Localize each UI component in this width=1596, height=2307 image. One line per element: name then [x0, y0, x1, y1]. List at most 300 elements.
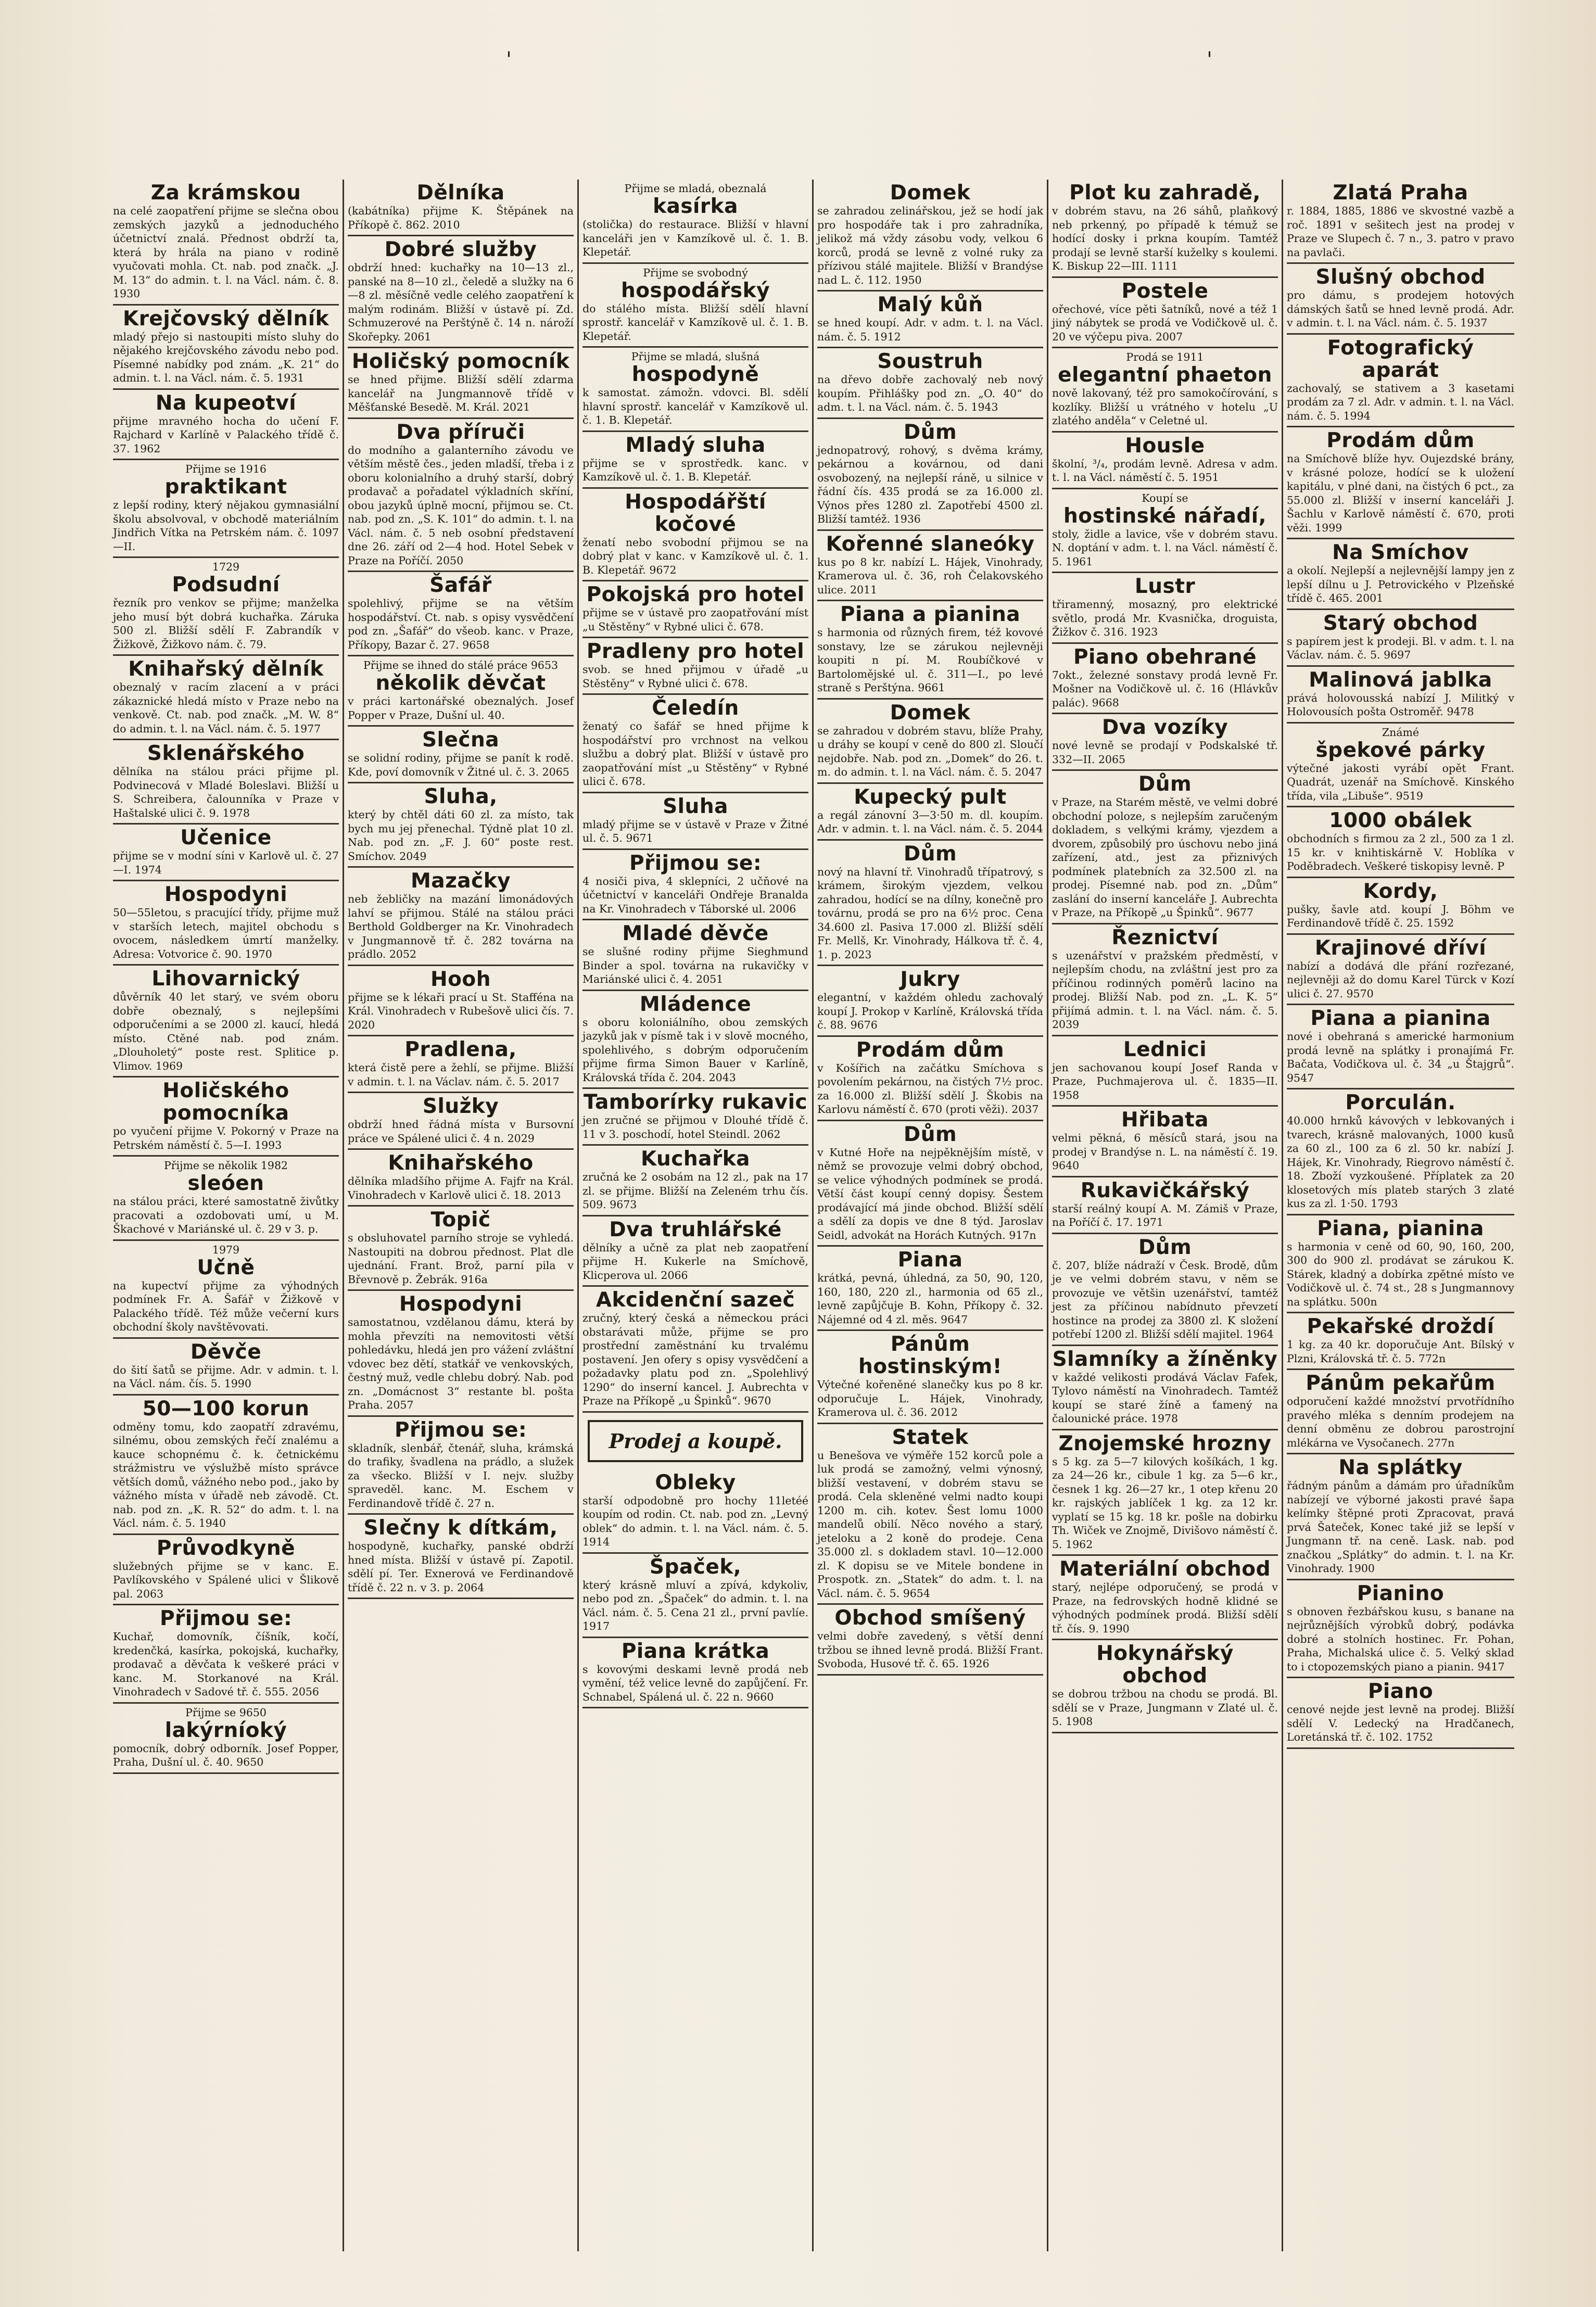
classified-ad: [582, 489, 808, 582]
classified-ad: [1287, 1678, 1514, 1749]
classified-ad: [348, 727, 574, 783]
ad-body: třiramenný, mosazný, pro elektrické světlo, prodá Mr. Kvasnička, droguista, Žižkov č. 316. 1923: [1052, 598, 1278, 638]
ad-title: Malinová jablka: [1309, 668, 1492, 692]
ad-body: zručná ke 2 osobám na 12 zl., pak na 17 zl. se přijme. Bližší na Zeleném trhu čís. 509. 9673: [582, 1171, 808, 1211]
ad-title: Pianino: [1357, 1581, 1445, 1605]
ad-preamble: Přijme se ihned do stálé práce 9653: [363, 659, 559, 671]
ad-title: Slečna: [422, 728, 500, 752]
classified-ad: [1052, 348, 1278, 433]
ad-body: pušky, šavle atd. koupí J. Böhm ve Ferdinandově třídě č. 25. 1592: [1287, 903, 1514, 929]
ad-preamble: Koupí se: [1142, 491, 1188, 504]
ad-title: Průvodkyně: [156, 1536, 296, 1560]
ad-body: svob. se hned přijmou v úřadě „u Stěstěny“ v Rybné ulici č. 678.: [582, 663, 808, 690]
classified-ad: [582, 180, 808, 264]
ad-title: Kořenné slaneóky: [826, 532, 1035, 556]
classified-ad: [1052, 1556, 1278, 1640]
ad-title: Slečny k dítkám,: [363, 1516, 558, 1540]
ad-title: sleóen: [187, 1172, 264, 1195]
classified-ad: [113, 1535, 339, 1606]
ad-body: s papírem jest k prodeji. Bl. v adm. t. l. na Václav. nám. č. 5. 9697: [1287, 635, 1514, 661]
classified-ad: [348, 1207, 574, 1291]
classified-ad: [582, 850, 808, 921]
ad-body: obdrží hned řádná místa v Bursovní práce ve Spálené ulici č. 4 n. 2029: [348, 1118, 574, 1145]
ad-title: Mladé děvče: [622, 922, 769, 945]
ad-body: odporučení každé množství prvotřídního pravého mléka s denním prodejem na denní obměnu ze dobrou parostrojní mlékárna ve Vysočanech. 277n: [1287, 1395, 1514, 1449]
ad-body: s oboru koloniálního, obou zemských jazyků jak v písmě tak i v slově mocného, spolehlivého, s dobrým odporučením přijme firma Simon Bauer v Karlíně, Královská třída č. 204. 2043: [582, 1016, 808, 1084]
ad-body: v každé velikosti prodává Václav Fafek, Tylovo náměstí na Vinohradech. Tamtéž koupí se staré žíně a ťamený na čalounické práce. 1978: [1052, 1371, 1278, 1425]
ad-title: Mládence: [639, 992, 752, 1016]
classified-ad: [113, 306, 339, 390]
classified-ad: [1052, 489, 1278, 574]
ad-title: Čeledín: [652, 696, 739, 720]
ad-body: mladý přijme se v ústavě v Praze v Žitné ul. č. 5. 9671: [582, 818, 808, 844]
ad-title: Knihařský dělník: [128, 657, 324, 681]
ad-title: Služky: [422, 1095, 499, 1118]
classified-ad: [817, 700, 1043, 784]
ad-title: Na kupeotví: [155, 391, 297, 415]
classified-ad: [1052, 573, 1278, 644]
ad-title: Dům: [903, 420, 957, 444]
ad-body: č. 207, blíže nádraží v Česk. Brodě, dům je ve velmi dobrém stavu, v něm se provozuje ve většin uzenářství, tamtéž jest za příčinou nabídnuto převzetí hostince na prodej za 3800 zl. K složení potřebí 1200 zl. Bližší sdělí majitel. 1964: [1052, 1259, 1278, 1340]
ad-title: Mazačky: [410, 869, 511, 893]
ad-body: dělníka na stálou práci přijme pl. Podvinecová v Mladé Boleslavi. Bližší u S. Schreibera, čalounníka v Praze v Haštalské ulici č. 9. 1978: [113, 765, 339, 819]
classified-ad: [1052, 644, 1278, 715]
classified-ad: [1287, 1454, 1514, 1580]
ad-body: obdrží hned: kuchařky na 10—13 zl., panské na 8—10 zl., čeledě a služky na 6—8 zl. měsíčně vedle celého zaopatření k malým rodinám. Bližší v ústavě pí. Zd. Schmuzerové na Perštýně č. 14 n. nároží Skořepky. 2061: [348, 261, 574, 343]
classified-ad: [582, 695, 808, 793]
classified-ad: [348, 1417, 574, 1515]
ad-body: stoly, židle a lavice, vše v dobrém stavu. N. doptání v adm. t. l. na Václ. náměstí č. 5. 1961: [1052, 527, 1278, 568]
ad-body: ženatý co šafář se hned přijme k hospodářství pro vrchnost na velkou službu a dobrý plat. Bližší v ústavě pro zaopatřování míst „u Stěstěny“ v Rybné ulici č. 678.: [582, 720, 808, 788]
classified-ad: [817, 601, 1043, 700]
classified-ad: [1052, 1107, 1278, 1177]
classified-ad: [1287, 807, 1514, 878]
ad-title: Přijmou se:: [629, 851, 762, 875]
classified-ad: [1287, 1580, 1514, 1679]
ad-title: Piana a pianina: [1310, 1007, 1491, 1030]
ad-body: jen zručné se přijmou v Dlouhé třídě č. 11 v 3. poschodí, hotel Steindl. 2062: [582, 1114, 808, 1140]
classified-ad: [113, 390, 339, 461]
ad-body: velmi dobře zavedený, s větší denní tržbou se ihned levně prodá. Bližší Frant. Svoboda, Husové tř. č. 65. 1926: [817, 1630, 1043, 1670]
ad-body: Kuchař, domovník, číšník, kočí, kredenčká, kasírka, pokojská, kuchařky, prodavač a děvčata k veškeré práci v kanc. M. Storkanové na Král. Vinohradech v Sadové tř. č. 555. 2056: [113, 1630, 339, 1698]
ad-title: Domek: [890, 181, 971, 205]
ad-body: krátká, pevná, úhledná, za 50, 90, 120, 160, 180, 220 zl., harmonia od 65 zl., levně zapůjčuje B. Kohn, Příkopy č. 32. Nájemné od 4 zl. měs. 9647: [817, 1272, 1043, 1326]
ad-title: špekové párky: [1315, 738, 1486, 762]
classified-ad: [1287, 935, 1514, 1006]
classified-ad: [348, 180, 574, 236]
ad-body: do šití šatů se přijme. Adr. v admin. t. l. na Václ. nám. čís. 5. 1990: [113, 1363, 339, 1390]
classified-ad: [1052, 1640, 1278, 1733]
classified-ad: [1287, 610, 1514, 667]
classified-ad: [348, 236, 574, 348]
ad-title: Soustruh: [877, 350, 983, 373]
classified-ad: [582, 1146, 808, 1216]
ad-title: Lihovarnický: [151, 967, 300, 991]
ad-title: Řeznictví: [1111, 926, 1219, 949]
ad-title: Hooh: [430, 967, 491, 991]
ad-body: na Smíchově blíže hyv. Oujezdské brány, v krásné poloze, hodící se k uložení kapitálu, v plné dani, na čistých 6 pct., za 55.000 zl. Bližší v inserní kanceláři J. Šachlu v Karlově náměstí č. 670, proti věži. 1999: [1287, 452, 1514, 534]
classified-ad: [817, 180, 1043, 291]
ad-title: Dům: [903, 842, 957, 866]
ad-title: Krajinové dříví: [1314, 936, 1487, 960]
ad-body: služebných přijme se v kanc. E. Pavlíkovského v Spálené ulici v Šlikově pal. 2063: [113, 1560, 339, 1600]
ad-body: na kupectví přijme za výhodných podmínek Fr. A. Šafář v Žižkově v Palackého třídě. Též může večerní kurs obchodní školy navštěvovati.: [113, 1279, 339, 1333]
ad-title: Přijmou se:: [159, 1607, 293, 1630]
ad-body: který krásně mluví a zpívá, kdykoliv, nebo pod zn. „Špaček“ do admin. t. l. na Václ. nám. č. 5. Cena 21 zl., první pavlíe. 1917: [582, 1578, 808, 1632]
column-5: [1048, 180, 1283, 2251]
classified-ad: [1287, 724, 1514, 808]
ad-title: Lednici: [1123, 1037, 1207, 1061]
classified-ad: [113, 1339, 339, 1396]
ad-body: s harmonia v ceně od 60, 90, 160, 200, 300 do 900 zl. prodávat se zárukou K. Stárek, kladný a dobírka zpětné místo ve Vodičkově ul. č. 74 st., 28 s Jungmannovy na splátku. 500n: [1287, 1240, 1514, 1308]
ad-title: Zlatá Praha: [1333, 181, 1468, 205]
ad-title: Sluha: [663, 794, 728, 818]
ad-body: se slušné rodiny přijme Sieghmund Binder a spol. továrna na rukavičky v Mariánské ulici č. 4. 2051: [582, 945, 808, 985]
ad-body: na dřevo dobře zachovalý neb nový koupím. Přihlášky pod zn. „O. 40“ do adm. t. l. na Václ. nám. č. 5. 1943: [817, 373, 1043, 413]
classified-ad: [1287, 878, 1514, 935]
column-6: [1283, 180, 1518, 2251]
classified-ad: [1052, 1234, 1278, 1346]
page-mark-right: ': [1207, 48, 1212, 72]
classified-ad: [1287, 539, 1514, 610]
ad-body: školní, ³/₄, prodám levně. Adresa v adm. t. l. na Václ. náměstí č. 5. 1951: [1052, 457, 1278, 484]
ad-body: výtečné jakosti vyrábí opět Frant. Quadrát, uzenář na Smíchově. Kinského třída, vila „Libuše“. 9519: [1287, 762, 1514, 802]
ad-title: Piana a pianina: [840, 603, 1021, 626]
ad-body: u Benešova ve výměře 152 korců pole a luk prodá se zamožný, velmi výnosný, bližší vestavení, v dobrém stavu se prodá. Cela skleněné velmi nadto koupi 1200 m. cih. kotev. Šest lomu 1000 mandelů obilí. Něco nového a starý, jeteloku a 2 koně do prodeje. Cena 35.000 zl. s dokladem stavl. 10—12.000 zl. K dopisu se ve Mitele bondene in Prospotk. zn. „Statek“ do adm. t. l. na Václ. nám. č. 5. 9654: [817, 1449, 1043, 1600]
ad-body: na stálou práci, které samostatně živůtky pracovati a ozdobovati umí, u M. Škachové v Mariánské ul. č. 29 v 3. p.: [113, 1195, 339, 1235]
ad-title: kasírka: [653, 195, 738, 218]
ad-body: přijme mravného hocha do učení F. Rajchard v Karlíně v Palackého třídě č. 37. 1962: [113, 414, 339, 455]
ad-body: jednopatrový, rohový, s dvěma krámy, pekárnou a kovárnou, od dani osvobozený, na nejlepší ráně, u silnice v řádní čís. 435 prodá se za 16.000 zl. Výnos přes 1280 zl. Zapotřebí 4500 zl. Bližší tamtéž. 1936: [817, 443, 1043, 525]
classified-ad: [1287, 1370, 1514, 1454]
classified-ad: [1052, 1177, 1278, 1234]
ad-body: se zahradou zelinářskou, jež se hodí jak pro hospodáře tak i pro zahradníka, jelikož má vždy zásobu vody, velkou 6 korců, prodá se levně z volné ruky za přízivou stálé majitele. Bližší v Brandýse nad L. č. 112. 1950: [817, 205, 1043, 286]
classified-ad: [1287, 335, 1514, 428]
ad-preamble: Přijme se několik 1982: [163, 1159, 288, 1172]
classified-ad: [1052, 771, 1278, 924]
ad-body: (kabátníka) přijme K. Štěpánek na Příkopě č. 862. 2010: [348, 205, 574, 231]
classified-ad: [1287, 264, 1514, 335]
ad-title: Porculán.: [1345, 1091, 1456, 1114]
ad-body: 50—55letou, s pracující třídy, přijme muž v starších letech, majitel obchodu s ovocem, následkem úmrtí manželky. Adresa: Votvorice č. 90. 1970: [113, 906, 339, 960]
ad-body: z lepší rodiny, který nějakou gymnasiální školu absolvoval, v obchodě materiálním Jindřich Vítka na Petrském nám. č. 1097—II.: [113, 499, 339, 553]
ad-body: ženatí nebo svobodní přijmou se na dobrý plat v kanc. v Kamzíkově ul. č. 1. B. Klepetář. 9672: [582, 536, 808, 576]
classified-ad: [582, 581, 808, 638]
classified-ad: [582, 1469, 808, 1554]
classified-ad: [1052, 1346, 1278, 1430]
ad-body: s obsluhovatel parního stroje se vyhledá. Nastoupiti na dobrou přednost. Plat dle ujednání. Frant. Brož, parní pila v Břevnově p. Žebrák. 916a: [348, 1232, 574, 1286]
ad-title: Rukavičkářský: [1080, 1178, 1250, 1202]
ad-title: Topič: [430, 1208, 491, 1232]
classified-ad: [817, 966, 1043, 1037]
ad-title: Housle: [1125, 434, 1205, 458]
ad-title: Statek: [892, 1425, 969, 1449]
classified-ad: [1287, 1089, 1514, 1215]
ad-body: neb žebličky na mazání limonádových lahví se přijmou. Stálé na stálou práci Berthold Goldberger na Kr. Vinohradech v Jungmannově tř. č. 282 továrna na prádlo. 2052: [348, 893, 574, 960]
ad-title: Dobré služby: [384, 238, 537, 261]
page-mark-left: ': [506, 48, 512, 72]
classified-ad: [348, 572, 574, 656]
ad-title: Prodám dům: [856, 1038, 1005, 1062]
ad-title: Dva příruči: [396, 420, 525, 444]
classified-ad: [113, 881, 339, 966]
classified-ad: [1052, 1036, 1278, 1107]
ad-title: 50—100 korun: [142, 1397, 310, 1421]
classified-ad: [817, 531, 1043, 602]
ad-body: do stálého místa. Bližší sdělí hlavní sprostř. kancelář v Kamzíkově ul. č. 1. B. Klepetář.: [582, 302, 808, 343]
ad-body: přijme se k lékaři prací u St. Stafféna na Král. Vinohradech v Rubešově ulici čís. 7. 2020: [348, 991, 574, 1031]
classified-ad: [817, 291, 1043, 348]
column-2: [344, 180, 579, 2251]
ad-title: Postele: [1121, 279, 1209, 303]
ad-body: 7okt., železné sonstavy prodá levně Fr. Mošner na Vodičkově ul. č. 16 (Hlávkův palác). 9668: [1052, 668, 1278, 709]
classified-ad: [582, 1554, 808, 1638]
classified-ad: [348, 656, 574, 727]
classified-ad: [113, 1704, 339, 1774]
ad-title: Dělníka: [416, 181, 505, 205]
ad-title: Pánům hostinským!: [858, 1333, 1003, 1378]
ad-title: Šafář: [429, 574, 492, 597]
ad-title: Holičský pomocník: [351, 350, 570, 373]
ad-body: prává holovousská nabízí J. Militký v Holovousích pošta Ostroměř. 9478: [1287, 691, 1514, 718]
classified-ad: [582, 991, 808, 1089]
ad-preamble: Přijme se svobodný: [643, 266, 748, 279]
ad-body: zachovalý, se stativem a 3 kasetami prodám za 7 zl. Adr. v admin. t. l. na Václ. nám. č. 5. 1994: [1287, 382, 1514, 422]
ad-body: dělníky a učně za plat neb zaopatření přijme H. Kukerle na Smíchově, Klicperova ul. 2066: [582, 1241, 808, 1282]
ad-body: s obnoven řezbářskou kusu, s banane na nejrůznějších výrobků dobrý, podávka dobré a stolních hostinec. Fr. Pohan, Praha, Michalská ulice č. 5. Velký sklad to i ctopozemských piano a pianin. 9417: [1287, 1605, 1514, 1673]
ad-title: hospodářský: [620, 278, 770, 302]
ad-title: Učně: [197, 1256, 255, 1279]
classified-ad: [817, 1037, 1043, 1121]
ad-title: Hospodyni: [399, 1292, 523, 1316]
classified-ad: [582, 264, 808, 348]
ad-body: na celé zaopatření přijme se slečna obou zemských jazyků a jednoduchého účetnictví znalá. Přednost obdrží ta, která by hrála na piano v rodině vyučovati mohla. Ct. nab. pod značk. „J. M. 13“ do admin. t. l. na Václ. nám. č. 8. 1930: [113, 205, 339, 300]
ad-title: Děvče: [190, 1340, 262, 1364]
classified-ad: [817, 1424, 1043, 1605]
ad-body: obchodních s firmou za 2 zl., 500 za 1 zl. 15 kr. v knihtiskárně V. Hoblíka v Poděbradech. Veškeré tiskopisy levně. P: [1287, 832, 1514, 872]
classified-ad: [1052, 924, 1278, 1036]
classified-ad: [1287, 667, 1514, 724]
ad-body: do modního a galanterního závodu ve větším městě čes., jeden mladší, třeba i z oboru kolonialního a druhý starší, dobrý prodavač a pořadatel výkladních skříní, obou jazyků úplně mocní, přijmou se. Ct. nab. pod zn. „S. K. 101“ do admin. t. l. na Václ. nám. č. 5 neb osobní představení dne 26. září od 2—4 hod. Hotel Sebek v Praze na Poříčí. 2050: [348, 443, 574, 567]
ad-title: Dům: [1138, 772, 1192, 796]
ad-title: hostinské nářadí,: [1063, 504, 1266, 528]
column-4: [814, 180, 1048, 2251]
classified-ad: [348, 783, 574, 868]
ad-body: odměny tomu, kdo zaopatří zdravému, silnému, obou zemských řečí znalému a kauce schopnému č. k. četnickému strážmistru ve výslužbě místo správce větších domů, vážného nebo pod., jako by vážného místa v úřadě neb závodě. Ct. nab. pod zn. „K. R. 52“ do adm. t. l. na Václ. nám. č. 5. 1940: [113, 1420, 339, 1529]
ad-body: k samostat. zámožn. vdovci. Bl. sdělí hlavní sprostř. kancelář v Kamzíkově ul. č. 1. B. Klepetář.: [582, 386, 808, 426]
ad-title: Holičského pomocníka: [162, 1079, 289, 1125]
ad-title: Učenice: [180, 826, 272, 850]
ad-body: 4 nosiči piva, 4 sklepníci, 2 učňové na účetnictví v kanceláři Ondřeje Branalda na Kr. Vinohradech v Táborské ul. 2006: [582, 874, 808, 915]
classified-ad: [1052, 180, 1278, 278]
ad-body: 1 kg. za 40 kr. doporučuje Ant. Bílský v Plzni, Královská tř. č. 5. 772n: [1287, 1338, 1514, 1365]
ad-body: r. 1884, 1885, 1886 ve skvostné vazbě a roč. 1891 v sešitech jest na prodej v Praze ve Slupech č. 7 n., 3. patro v pravo na pavlači.: [1287, 205, 1514, 259]
classified-ad: [1052, 433, 1278, 489]
ad-title: Na splátky: [1338, 1456, 1463, 1479]
ad-body: starý, nejlépe odporučený, se prodá v Praze, na fedrovských hodně klidné se výhodných podmínek prodá. Bližší sdělí tř. čís. 9. 1990: [1052, 1581, 1278, 1635]
classified-ad: [113, 558, 339, 656]
ad-body: ořechové, více pěti šatníků, nové a též 1 jiný nábytek se prodá ve Vodičkově ul. č. 20 ve výčepu piva. 2007: [1052, 302, 1278, 343]
ad-title: Dva truhlářské: [609, 1218, 782, 1241]
ad-title: Lustr: [1134, 575, 1196, 598]
ad-body: v Praze, na Starém městě, ve velmi dobré obchodní poloze, s nejlepším zaručeným dokladem, s velkými krámy, vjezdem a dvorem, způsobilý pro úschovu nebo jiná zařízení, atd., jest za přiznivých podmínek platebních za 32.500 zl. na prodej. Písemné nab. pod zn. „Dům“ zaslání do inserní kanceláře J. Aubrechta v Praze, na Příkopě „u Špinků“. 9677: [1052, 796, 1278, 919]
ad-body: hospodyně, kuchařky, panské obdrží hned místa. Bližší v ústavě pí. Zapotil. sdělí pí. Ter. Exnerová ve Ferdinandově třídě č. 22 n. v 3. p. 2064: [348, 1540, 574, 1594]
ad-body: přijme se v ústavě pro zaopatřování míst „u Stěstěny“ v Rybné ulici č. 678.: [582, 606, 808, 633]
ad-body: obeznalý v racím zlacení a v práci zákaznické hledá místo v Praze nebo na venkově. Ct. nab. pod značk. „M. W. 8“ do admin. t. l. na Václ. nám. č. 5. 1977: [113, 681, 339, 735]
classified-ad: [1287, 1215, 1514, 1314]
ad-body: s 5 kg. za 5—7 kilových košíkách, 1 kg. za 24—26 kr., cibule 1 kg. za 5—6 kr., česnek 1 kg. 26—27 kr., 1 otep křenu 20 kr. rajských jablíček 1 kg. za 12 kr. vyplatí se 15 kg. 18 kr. pošle na dobirku Th. Wiček ve Znojmě, Divišovo náměstí č. 5. 1962: [1052, 1455, 1278, 1551]
classified-ad: [348, 1150, 574, 1207]
classified-ad: [582, 920, 808, 991]
ad-body: přijme se v sprostředk. kanc. v Kamzíkově ul. č. 1. B. Klepetář.: [582, 457, 808, 483]
ad-body: se hned přijme. Bližší sdělí zdarma kancelář na Jungmannově třídě v Měšťanské Besedě. M. Král. 2021: [348, 373, 574, 413]
classified-ad: [1052, 278, 1278, 349]
classified-ad: [113, 1605, 339, 1704]
ad-title: Na Smíchov: [1332, 541, 1469, 564]
ad-title: elegantní phaeton: [1058, 363, 1272, 387]
ad-title: Slušný obchod: [1315, 265, 1486, 289]
ad-title: Kordy,: [1363, 879, 1438, 903]
ad-title: Piana krátka: [621, 1639, 770, 1663]
classified-ad: [817, 419, 1043, 531]
ad-title: Hřibata: [1121, 1108, 1209, 1132]
ad-title: několik děvčat: [375, 671, 546, 695]
classified-ad: [582, 793, 808, 850]
classified-ad: [1052, 1430, 1278, 1556]
classified-ad: [113, 656, 339, 740]
ad-title: Materiální obchod: [1059, 1557, 1271, 1581]
ad-body: nabízí a dodává dle přání rozřezané, nejlevněji až do domu Karel Türck v Kozí ulici č. 27. 9570: [1287, 959, 1514, 1000]
classified-ad: [817, 1121, 1043, 1247]
ad-title: Piano obehrané: [1073, 645, 1257, 669]
ad-body: s uzenářství v pražském předměstí, v nejlepším chodu, na zvláštní jest pro za příčinou rodinných poměrů lacino na prodej. Bližší Nab. pod zn. „L. K. 5“ přijímá admin. t. l. na Václ. nám. č. 5. 2039: [1052, 949, 1278, 1031]
ad-body: velmi pěkná, 6 měsíců stará, jsou na prodej v Brandýse n. L. na náměstí č. 19. 9640: [1052, 1132, 1278, 1172]
classified-ad: [113, 825, 339, 881]
classified-ad: [817, 1605, 1043, 1676]
ad-body: cenové nejde jest levně na prodej. Bližší sdělí V. Ledecký na Hradčanech, Loretánská tř. č. 102. 1752: [1287, 1703, 1514, 1743]
ad-body: se zahradou v dobrém stavu, blíže Prahy, u dráhy se koupí v ceně do 800 zl. Sloučí nejdobře. Nab. pod zn. „Domek“ do 26. t. m. do admin. t. l. na Václ. nám. č. 5. 2047: [817, 724, 1043, 778]
ad-preamble: Přijme se 9650: [185, 1706, 267, 1719]
section-banner: Prodej a koupě.: [588, 1420, 803, 1462]
classified-ad: [582, 1638, 808, 1709]
ad-preamble: Prodá se 1911: [1126, 351, 1204, 363]
ad-title: Malý kůň: [877, 293, 983, 316]
ad-body: mladý přejo si nastoupiti místo sluhy do nějakého krejčovského závodu nebo pod. Písemné nabídky pod znám. „K. 21“ do admin. t. l. na Václ. nám. č. 5. 1931: [113, 330, 339, 384]
ad-body: nové i obehraná s americké harmonium prodá levně na splátky i pronajímá Fr. Bačata, Vodičkova ul. č. 34 „u Štajgrů“. 9547: [1287, 1030, 1514, 1084]
ad-title: Obchod smíšený: [834, 1606, 1026, 1630]
ad-title: Podsudní: [172, 573, 280, 597]
classified-ad: [582, 432, 808, 489]
column-1: [109, 180, 344, 2251]
ad-body: přijme se v modní síni v Karlově ul. č. 27—I. 1974: [113, 850, 339, 876]
classified-ad: [348, 1036, 574, 1093]
classified-columns: [109, 180, 1520, 2251]
ad-title: Fotografický aparát: [1327, 336, 1474, 382]
ad-body: kus po 8 kr. nabízí L. Hájek, Vinohrady, Kramerova ul. č. 36, roh Čelakovského ulice. 2011: [817, 555, 1043, 596]
ad-body: nově lakovaný, též pro samokočírování, s kozlíky. Bližší u vrátného v hotelu „U zlatého anděla“ v Celetné ul.: [1052, 387, 1278, 427]
ad-title: Pradlena,: [404, 1038, 517, 1061]
ad-body: po vyučení přijme V. Pokorný v Praze na Petrském náměstí č. 5—I. 1993: [113, 1125, 339, 1151]
ad-body: s kovovými deskami levně prodá neb vymění, též velice levně do zapůjčení. Fr. Schnabel, Spálená ul. č. 22 n. 9660: [582, 1663, 808, 1703]
ad-body: (stolička) do restaurace. Bližší v hlavní kanceláři jen v Kamzíkově ul. č. 1. B. Klepetář.: [582, 218, 808, 258]
classified-ad: [113, 1078, 339, 1157]
ad-title: Plot ku zahradě,: [1069, 181, 1261, 205]
ad-title: Pradleny pro hotel: [586, 640, 805, 663]
ad-body: elegantní, v každém ohledu zachovalý koupí J. Prokop v Karlíně, Královská třída č. 88. 9676: [817, 991, 1043, 1031]
ad-title: Pekařské droždí: [1307, 1315, 1494, 1338]
ad-title: Dům: [1138, 1235, 1192, 1259]
ad-title: Obleky: [655, 1471, 736, 1494]
ad-title: Pánům pekařům: [1306, 1372, 1496, 1395]
ad-title: Kuchařka: [641, 1147, 750, 1171]
ad-body: zručný, který česká a německou práci obstarávati může, přijme se pro prostřední zaměstnání ku trvalému postavení. Jen ofery s opisy vysvědčení a požadavky platu pod zn. „Spolehlivý 1290“ do inserní kancel. J. Aubrechta v Praze na Příkopě „u Špinků“. 9670: [582, 1312, 808, 1407]
classified-ad: [1287, 180, 1514, 264]
ad-title: 1000 obálek: [1329, 809, 1472, 832]
classified-ad: [113, 180, 339, 306]
ad-title: Piana, pianina: [1317, 1216, 1484, 1240]
ad-body: a regál zánovní 3—3·50 m. dl. koupím. Adr. v admin. t. l. na Václ. nám. č. 5. 2044: [817, 808, 1043, 835]
ad-title: Špaček,: [649, 1555, 742, 1579]
classified-ad: [348, 1093, 574, 1150]
ad-body: Výtečné kořeněné slanečky kus po 8 kr. odporučuje L. Hájek, Vinohrady, Kramerova ul. č. 36. 2012: [817, 1378, 1043, 1418]
ad-body: v práci kartonářské obeznalých. Josef Popper v Praze, Dušní ul. 40.: [348, 695, 574, 721]
classified-ad: [817, 348, 1043, 419]
ad-title: Slamníky a žíněnky: [1052, 1347, 1278, 1371]
ad-title: hospodyně: [631, 363, 759, 386]
ad-title: Starý obchod: [1323, 611, 1478, 635]
ad-title: Za krámskou: [150, 181, 301, 205]
ad-body: jen sachovanou koupí Josef Randa v Praze, Puchmajerova ul. č. 1835—II. 1958: [1052, 1061, 1278, 1101]
ad-title: Přijmou se:: [394, 1418, 527, 1442]
ad-body: pomocník, dobrý odborník. Josef Popper, Praha, Dušní ul. č. 40. 9650: [113, 1742, 339, 1768]
ad-body: pro dámu, s prodejem hotových dámských šatů se hned levně prodá. Adr. v admin. t. l. na Václ. nám. č. 5. 1937: [1287, 289, 1514, 329]
ad-title: Piano: [1367, 1680, 1434, 1703]
classified-ad: [113, 1157, 339, 1241]
ad-preamble: Přijme se mladá, obeznalá: [624, 182, 767, 195]
ad-title: Znojemské hrozny: [1058, 1431, 1272, 1455]
ad-preamble: 1979: [212, 1243, 240, 1256]
ad-title: praktikant: [164, 475, 287, 499]
ad-body: se solidní rodiny, přijme se panít k rodě. Kde, poví domovník v Žitné ul. č. 3. 2065: [348, 752, 574, 778]
ad-body: nový na hlavní tř. Vinohradů třípatrový, s krámem, širokým vjezdem, velkou zahradou, hodící se na dílny, konečně pro továrnu, prodá se pro na 6½ proc. Cena 34.600 zl. Pasiva 17.000 zl. Bližší sdělí Fr. Mellš, Kr. Vinohrady, Hálkova tř. č. 4, 1. p. 2023: [817, 865, 1043, 961]
classified-ad: [1287, 427, 1514, 539]
ad-title: Mladý sluha: [625, 433, 766, 457]
column-3: [579, 180, 814, 2251]
classified-ad: [113, 1241, 339, 1339]
ad-title: Tamborírky rukavic: [583, 1091, 808, 1114]
ad-body: skladník, slenbář, čtenář, sluha, krámská do trafiky, švadlena na prádlo, a služek za všecko. Bližší v I. nejv. služby spraveděl. kanc. M. Eschem v Ferdinandově třídě č. 27 n.: [348, 1441, 574, 1510]
ad-title: Knihařského: [388, 1151, 534, 1175]
ad-title: Krejčovský dělník: [122, 307, 330, 331]
classified-ad: [348, 868, 574, 966]
ad-title: Hospodářští kočové: [625, 490, 766, 536]
classified-ad: [113, 966, 339, 1078]
ad-title: Akcidenční sazeč: [596, 1288, 795, 1312]
ad-title: Sluha,: [424, 785, 498, 808]
classified-ad: [1287, 1313, 1514, 1370]
classified-ad: [348, 1515, 574, 1599]
ad-body: starší odpodobně pro hochy 11letéé koupím od rodin. Ct. nab. pod zn. „Levný oblek“ do admin. t. l. na Václ. nám. č. 5. 1914: [582, 1494, 808, 1548]
classified-ad: [348, 419, 574, 573]
ad-preamble: Přijme se mladá, slušná: [631, 350, 760, 363]
ad-title: Dva vozíky: [1101, 716, 1228, 739]
classified-ad: [817, 1247, 1043, 1331]
ad-title: Pokojská pro hotel: [586, 583, 805, 606]
classified-ad: [348, 1291, 574, 1417]
ad-body: důvěrník 40 let starý, ve svém oboru dobře obeznalý, s nejlepšími odporučeními a se 2000 zl. kaucí, hledá místo. Ctěné nab. pod znám. „Dlouholetý“ poste rest. Splitice p. Vlimov. 1969: [113, 991, 339, 1072]
ad-title: Piana: [897, 1248, 963, 1272]
ad-body: řádným pánům a dámám pro úřadníkům nabízejí ve výborné jakosti pravé šapa kelímky štěpné proti Zpracovat, pravá prvá Šateček, Konec také již se lepší v Jungmann tř. na ceně. Lask. nab. pod značkou „Splátky“ do admin. t. l. na Kr. Vinohrady. 1900: [1287, 1479, 1514, 1575]
